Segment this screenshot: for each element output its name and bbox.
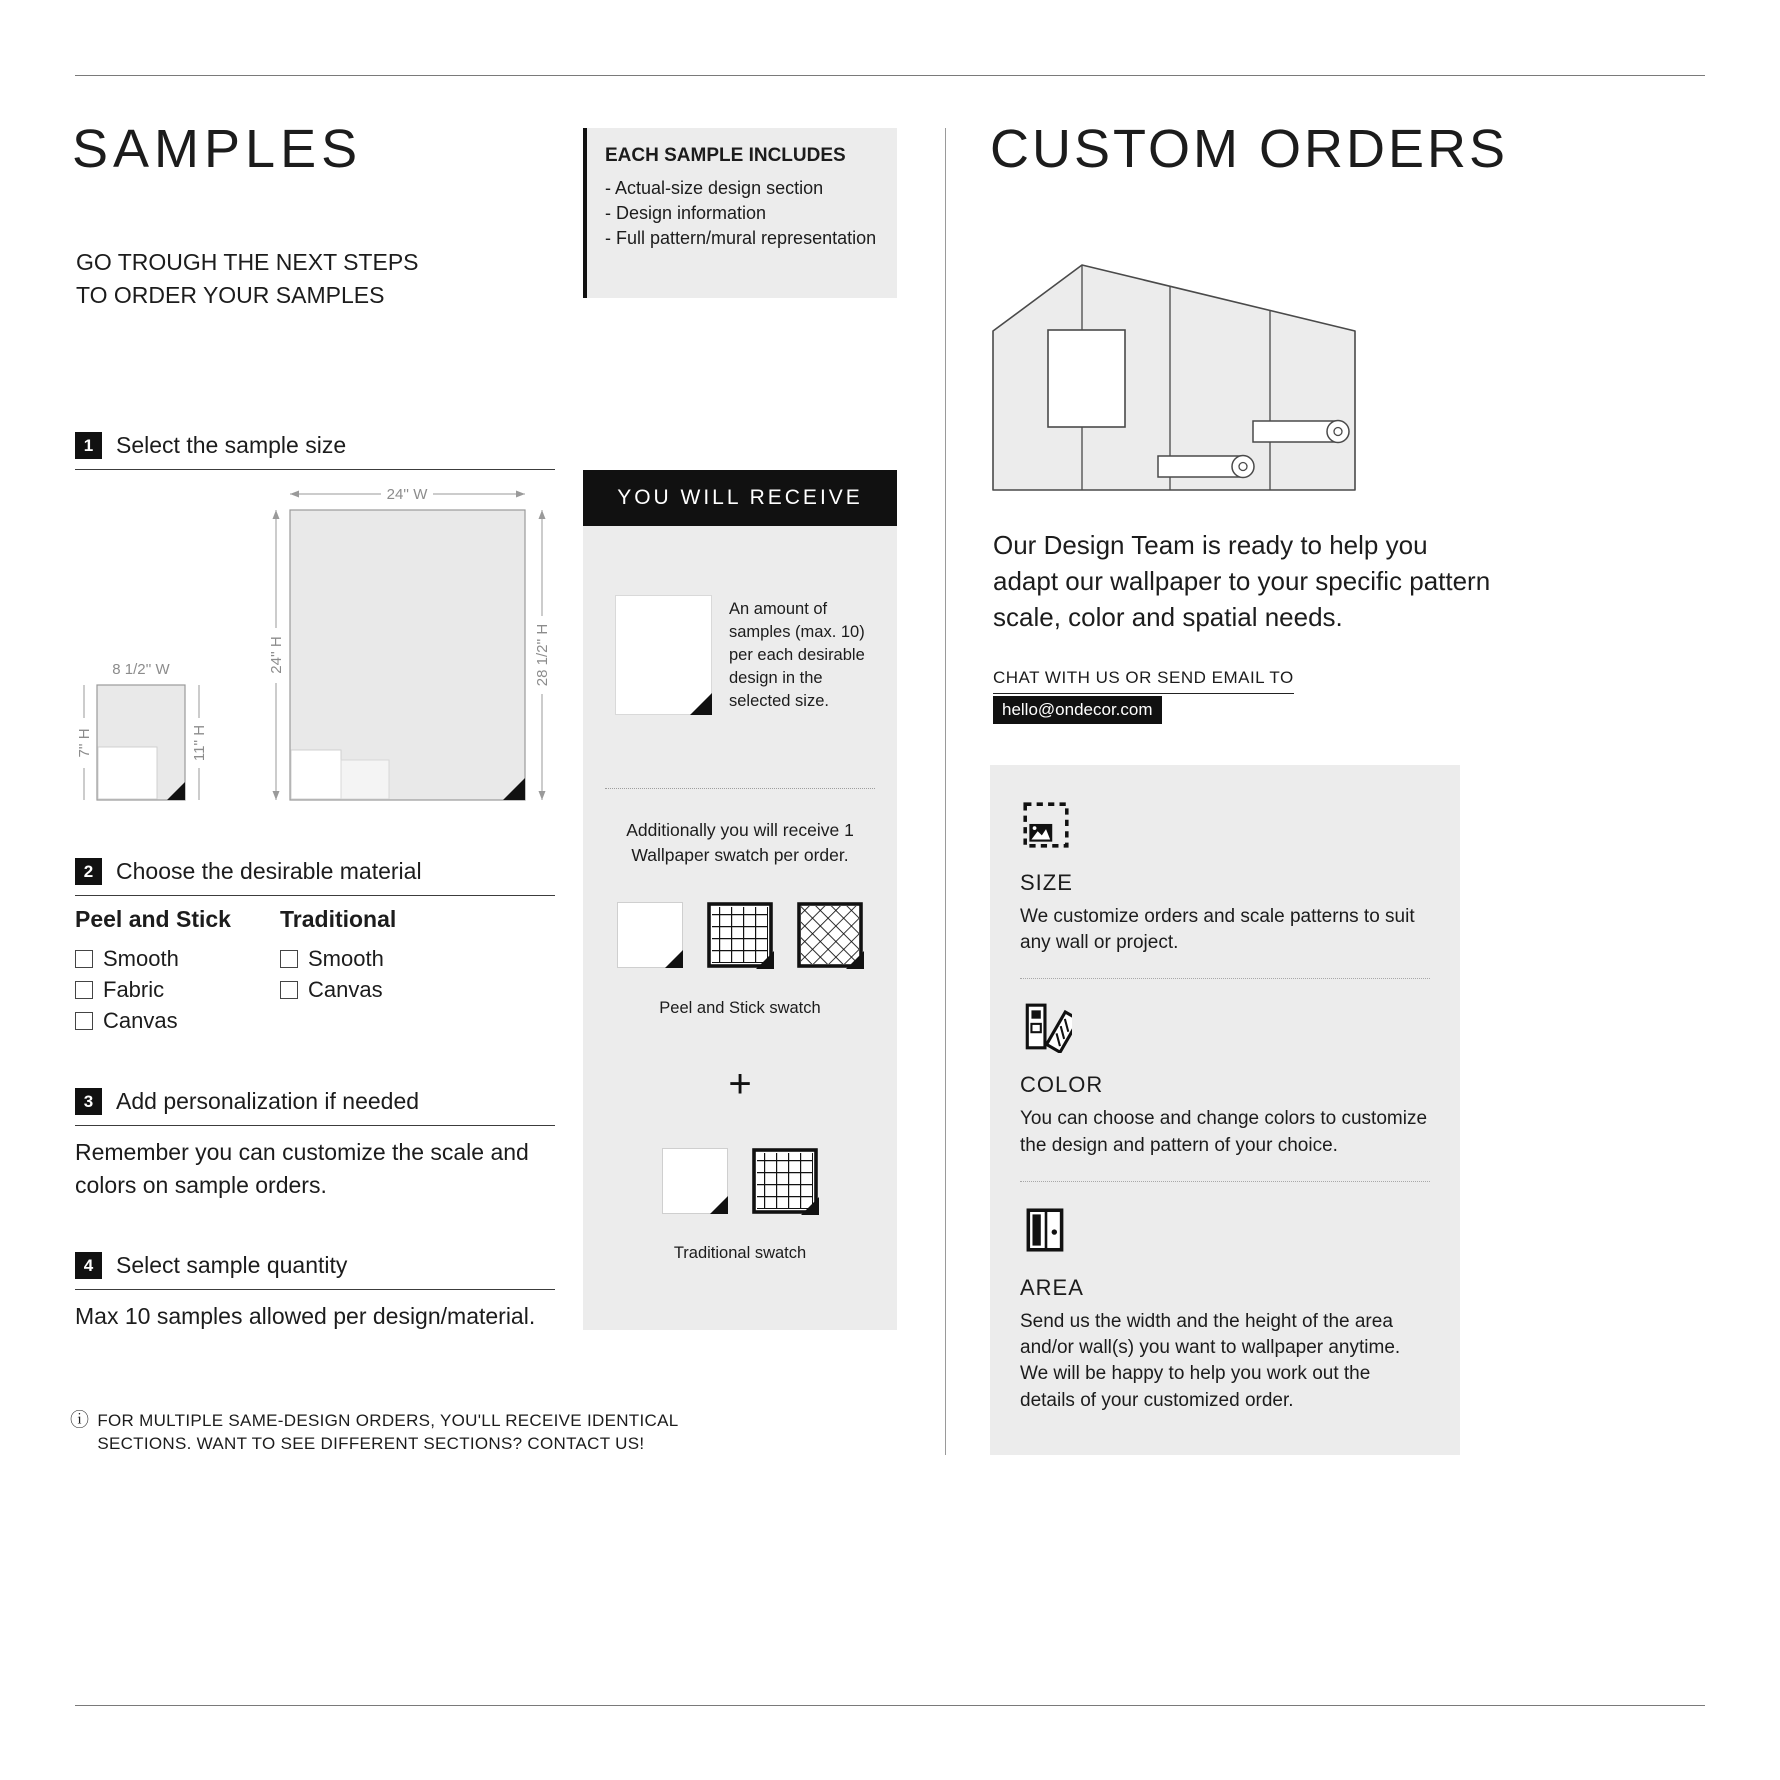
small-width-label: 8 1/2'' W xyxy=(112,661,170,678)
dotted-separator xyxy=(1020,978,1430,979)
samples-intro-line1: GO TROUGH THE NEXT STEPS xyxy=(76,249,419,275)
step-3-note: Remember you can customize the scale and colors on sample orders. xyxy=(75,1139,529,1198)
picture-frame-icon xyxy=(1048,330,1125,427)
samples-intro-line2: TO ORDER YOUR SAMPLES xyxy=(76,281,385,308)
material-option xyxy=(75,943,231,974)
footnote xyxy=(70,1410,710,1456)
bottom-rule xyxy=(75,1705,1705,1706)
small-height-right-label: 11'' H xyxy=(191,724,208,762)
sample-sheet-icon xyxy=(615,595,712,715)
wallpaper-roll-icon xyxy=(1158,456,1254,478)
chat-with-us-label: CHAT WITH US OR SEND EMAIL TO xyxy=(993,668,1294,694)
custom-orders-intro: Our Design Team is ready to help you adapt our wallpaper to your specific pattern scale, color and spatial needs. xyxy=(993,530,1491,632)
dotted-separator xyxy=(1020,1181,1430,1182)
step-1-heading xyxy=(75,432,555,470)
step-2-number-badge: 2 xyxy=(75,858,102,885)
step-2-heading xyxy=(75,858,555,896)
samples-intro xyxy=(76,246,419,311)
feature-color xyxy=(1020,1001,1430,1158)
large-height-right-label: 28 1/2'' H xyxy=(534,623,551,687)
feature-area-title: AREA xyxy=(1020,1274,1084,1300)
grid-swatch-icon xyxy=(707,902,773,968)
step-4-number-badge: 4 xyxy=(75,1252,102,1279)
step-2-title: Choose the desirable material xyxy=(116,858,422,884)
feature-color-title: COLOR xyxy=(1020,1072,1104,1098)
includes-title: EACH SAMPLE INCLUDES xyxy=(605,145,846,166)
option-label: Canvas xyxy=(103,1007,178,1033)
grid-swatch-icon xyxy=(752,1148,818,1214)
page-fold-icon xyxy=(690,693,712,715)
you-will-receive-panel xyxy=(583,470,897,1330)
material-option xyxy=(75,1005,231,1036)
material-column-traditional xyxy=(280,906,396,1005)
checkbox-peel-canvas[interactable] xyxy=(75,1012,93,1030)
additional-swatch-text: Additionally you will receive 1 Wallpaper swatch per order. xyxy=(626,820,854,865)
option-label: Smooth xyxy=(103,945,179,971)
top-rule xyxy=(75,75,1705,76)
includes-item: - Actual-size design section xyxy=(605,178,824,198)
checkbox-peel-smooth[interactable] xyxy=(75,950,93,968)
small-height-left-label: 7'' H xyxy=(76,728,93,758)
large-width-label: 24'' W xyxy=(386,486,428,503)
peel-and-stick-title: Peel and Stick xyxy=(75,906,231,932)
traditional-swatch-label: Traditional swatch xyxy=(673,1244,807,1262)
option-label: Fabric xyxy=(103,976,165,1002)
each-sample-includes-box xyxy=(583,128,897,298)
page-fold-icon xyxy=(710,1196,728,1214)
step-3-title: Add personalization if needed xyxy=(116,1088,420,1114)
feature-color-text: You can choose and change colors to customize the design and pattern of your choice. xyxy=(1020,1108,1428,1156)
material-option xyxy=(280,974,396,1005)
dotted-separator xyxy=(605,788,875,789)
crosshatch-swatch-icon xyxy=(797,902,863,968)
samples-title: SAMPLES xyxy=(72,119,363,179)
step-3-heading xyxy=(75,1088,555,1126)
custom-features-panel xyxy=(990,765,1460,1455)
feature-size xyxy=(1020,799,1430,956)
info-icon: ⓘ xyxy=(70,1410,90,1431)
step-3-number-badge: 3 xyxy=(75,1088,102,1115)
page-fold-icon xyxy=(665,950,683,968)
traditional-title: Traditional xyxy=(280,906,397,932)
feature-size-text: We customize orders and scale patterns to suit any wall or project. xyxy=(1020,906,1415,954)
feature-area-text: Send us the width and the height of the area and/or wall(s) you want to wallpaper anytime. We will be happy to help you work out the details of your customized order. xyxy=(1020,1310,1401,1411)
sample-size-diagram xyxy=(75,478,565,823)
peel-swatch-label: Peel and Stick swatch xyxy=(659,999,821,1017)
step-4-heading xyxy=(75,1252,555,1290)
material-option xyxy=(75,974,231,1005)
receive-header: YOU WILL RECEIVE xyxy=(583,470,897,526)
option-label: Canvas xyxy=(308,976,383,1002)
large-height-left-label: 24'' H xyxy=(268,636,285,674)
checkbox-traditional-canvas[interactable] xyxy=(280,981,298,999)
blank-swatch-icon xyxy=(662,1148,728,1214)
color-swatches-icon xyxy=(1020,1001,1430,1058)
footnote-text: FOR MULTIPLE SAME-DESIGN ORDERS, YOU'LL RECEIVE IDENTICAL SECTIONS. WANT TO SEE DIFFERENT SECTIONS? CONTACT US! xyxy=(97,1411,678,1453)
wallpaper-wall-illustration xyxy=(990,255,1360,495)
traditional-swatch-row xyxy=(583,1148,897,1214)
column-divider xyxy=(945,128,946,1455)
feature-area xyxy=(1020,1204,1430,1414)
peel-swatch-row xyxy=(583,902,897,968)
feature-size-title: SIZE xyxy=(1020,870,1073,895)
step-1-title: Select the sample size xyxy=(116,432,347,458)
size-icon xyxy=(1020,799,1430,856)
material-column-peel-and-stick xyxy=(75,906,231,1036)
plus-icon: + xyxy=(728,1062,752,1106)
samples-amount-text: An amount of samples (max. 10) per each desirable design in the selected size. xyxy=(729,600,865,711)
includes-item: - Full pattern/mural representation xyxy=(605,227,877,248)
wallpaper-roll-icon xyxy=(1253,421,1349,443)
blank-swatch-icon xyxy=(617,902,683,968)
checkbox-peel-fabric[interactable] xyxy=(75,981,93,999)
option-label: Smooth xyxy=(308,945,384,971)
step-4-title: Select sample quantity xyxy=(116,1252,348,1278)
custom-orders-title: CUSTOM ORDERS xyxy=(990,119,1509,179)
email-address[interactable]: hello@ondecor.com xyxy=(993,696,1162,724)
step-4-note: Max 10 samples allowed per design/material. xyxy=(75,1303,536,1329)
includes-item: - Design information xyxy=(605,202,767,223)
wall-area-icon xyxy=(1020,1204,1430,1261)
step-1-number-badge: 1 xyxy=(75,432,102,459)
material-option xyxy=(280,943,396,974)
checkbox-traditional-smooth[interactable] xyxy=(280,950,298,968)
